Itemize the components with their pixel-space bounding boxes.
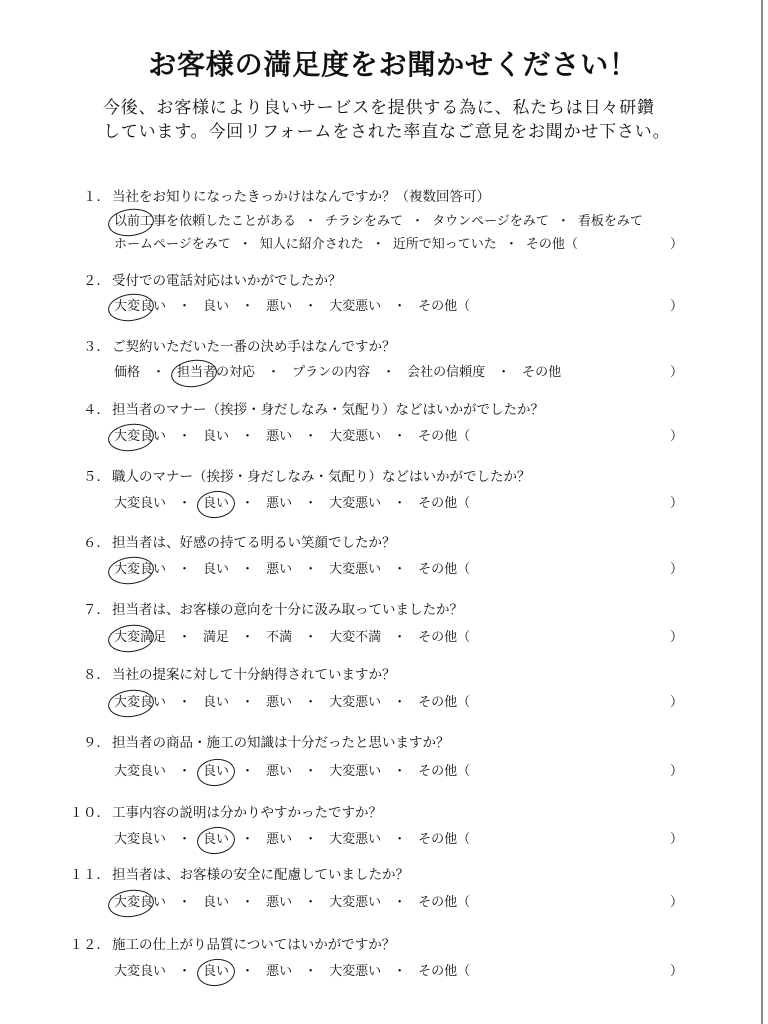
answer-options-row xyxy=(114,212,643,232)
answer-option-label: 良い xyxy=(203,299,230,314)
answer-option-label: 以前工事を依頼したことがある xyxy=(114,214,297,229)
answer-option xyxy=(203,297,229,317)
question-2 xyxy=(0,271,768,331)
question-9 xyxy=(0,733,768,793)
answer-option xyxy=(329,297,381,317)
separator: ・ xyxy=(304,895,318,910)
question-text: 当社の提案に対して十分納得されていますか？ xyxy=(112,667,396,683)
closing-parenthesis: ） xyxy=(670,562,684,577)
answer-option xyxy=(203,762,229,782)
answer-option-label: その他（ xyxy=(418,562,471,577)
answer-option xyxy=(418,762,470,782)
answer-option-label: タウンページをみて xyxy=(432,214,549,229)
answer-option xyxy=(114,830,166,850)
separator: ・ xyxy=(178,630,192,645)
question-text: 施工の仕上がり品質についてはいかがですか？ xyxy=(112,937,396,953)
separator: ・ xyxy=(178,832,192,847)
separator: ・ xyxy=(393,429,407,444)
closing-parenthesis: ） xyxy=(670,630,684,645)
answer-option-label: 良い xyxy=(203,429,230,444)
separator: ・ xyxy=(304,832,318,847)
answer-option-label: 悪い xyxy=(266,964,293,979)
answer-option xyxy=(177,363,255,383)
separator: ・ xyxy=(304,964,318,979)
answer-option-label: その他（ xyxy=(525,237,578,252)
answer-option xyxy=(266,494,292,514)
answer-option xyxy=(522,363,561,383)
question-3 xyxy=(0,337,768,397)
question-11 xyxy=(0,865,768,925)
answer-option xyxy=(114,560,166,580)
separator: ・ xyxy=(241,895,255,910)
survey-title: お客様の満足度をお聞かせください！ xyxy=(148,48,638,81)
answer-option-label: 悪い xyxy=(266,895,293,910)
answer-option xyxy=(203,893,229,913)
answer-option-label: その他（ xyxy=(418,429,471,444)
answer-option-label: 悪い xyxy=(266,764,293,779)
answer-option xyxy=(266,297,292,317)
separator: ・ xyxy=(241,299,255,314)
answer-option xyxy=(407,363,485,383)
answer-option xyxy=(266,762,292,782)
answer-option-label: 大変良い xyxy=(114,562,167,577)
answer-option xyxy=(393,235,497,255)
separator: ・ xyxy=(241,695,255,710)
answer-option-label: 悪い xyxy=(266,496,293,511)
answer-option-label: 大変良い xyxy=(114,695,167,710)
question-text: 担当者は、お客様の意向を十分に汲み取っていましたか？ xyxy=(112,602,463,618)
separator: ・ xyxy=(241,429,255,444)
answer-option xyxy=(329,494,381,514)
answer-option xyxy=(114,628,166,648)
question-text: 担当者のマナー（挨拶・身だしなみ・気配り）などはいかがでしたか？ xyxy=(112,402,544,418)
separator: ・ xyxy=(178,299,192,314)
answer-options-row xyxy=(114,494,470,514)
answer-option xyxy=(266,962,292,982)
answer-options-row xyxy=(114,427,470,447)
separator: ・ xyxy=(497,365,511,380)
question-7 xyxy=(0,600,768,660)
answer-option xyxy=(114,212,296,232)
separator: ・ xyxy=(393,496,407,511)
answer-option-label: 満足 xyxy=(203,630,230,645)
answer-option xyxy=(329,427,381,447)
answer-options-row xyxy=(114,693,470,713)
answer-option xyxy=(329,693,381,713)
answer-option xyxy=(114,893,166,913)
answer-option-label: ホームページをみて xyxy=(114,237,231,252)
separator: ・ xyxy=(178,429,192,444)
answer-option-label: チラシをみて xyxy=(325,214,404,229)
closing-parenthesis: ） xyxy=(670,964,684,979)
question-number: ４． xyxy=(83,402,110,418)
answer-option xyxy=(203,830,229,850)
answer-option xyxy=(578,212,643,232)
answer-option-label: 良い xyxy=(203,496,230,511)
question-number: ９． xyxy=(83,735,110,751)
answer-option xyxy=(329,830,381,850)
question-number: １１． xyxy=(69,867,110,883)
answer-option xyxy=(418,962,470,982)
separator: ・ xyxy=(304,695,318,710)
answer-options-row xyxy=(114,830,470,850)
answer-option xyxy=(203,560,229,580)
answer-option-label: その他（ xyxy=(418,630,471,645)
answer-option-label: その他（ xyxy=(418,895,471,910)
answer-option xyxy=(329,628,381,648)
answer-option-label: その他（ xyxy=(418,964,471,979)
closing-parenthesis: ） xyxy=(670,764,684,779)
intro-line-1: 今後、お客様により良いサービスを提供する為に、私たちは日々研鑽 xyxy=(103,98,655,118)
question-1 xyxy=(0,187,768,252)
separator: ・ xyxy=(304,562,318,577)
answer-options-row xyxy=(114,628,470,648)
separator: ・ xyxy=(178,496,192,511)
answer-option xyxy=(329,560,381,580)
answer-option-label: 良い xyxy=(203,562,230,577)
question-text: 工事内容の説明は分かりやすかったですか？ xyxy=(112,805,382,821)
intro-line-2: しています。今回リフォームをされた率直なご意見をお聞かせ下さい。 xyxy=(103,122,671,142)
answer-option-label: 大変良い xyxy=(114,299,167,314)
closing-parenthesis: ） xyxy=(670,832,684,847)
separator: ・ xyxy=(411,214,425,229)
separator: ・ xyxy=(241,964,255,979)
answer-option-label: 大変悪い xyxy=(329,299,382,314)
answer-option-label: 価格 xyxy=(114,365,141,380)
answer-option xyxy=(203,494,229,514)
answer-option-label: 良い xyxy=(203,964,230,979)
answer-option-label: 知人に紹介された xyxy=(259,237,364,252)
answer-option xyxy=(418,427,470,447)
answer-option-label: 大変良い xyxy=(114,764,167,779)
answer-option-label: 良い xyxy=(203,832,230,847)
separator: ・ xyxy=(304,299,318,314)
answer-option-label: 大変良い xyxy=(114,429,167,444)
separator: ・ xyxy=(304,630,318,645)
answer-option xyxy=(266,427,292,447)
answer-options-row xyxy=(114,560,470,580)
answer-option xyxy=(418,560,470,580)
closing-parenthesis: ） xyxy=(670,496,684,511)
answer-option-label: 大変悪い xyxy=(329,562,382,577)
answer-option xyxy=(418,628,470,648)
question-number: ６． xyxy=(83,535,110,551)
question-8 xyxy=(0,665,768,725)
separator: ・ xyxy=(304,214,318,229)
question-text: 受付での電話対応はいかがでしたか？ xyxy=(112,273,342,289)
separator: ・ xyxy=(393,964,407,979)
answer-option xyxy=(418,494,470,514)
separator: ・ xyxy=(241,630,255,645)
answer-option-label: 大変悪い xyxy=(329,895,382,910)
answer-option-label: 大変良い xyxy=(114,895,167,910)
answer-option-label: 大変不満 xyxy=(329,630,382,645)
answer-option-label: 担当者の対応 xyxy=(177,365,256,380)
separator: ・ xyxy=(238,237,252,252)
answer-option xyxy=(526,235,578,255)
answer-option xyxy=(203,427,229,447)
separator: ・ xyxy=(393,695,407,710)
answer-option xyxy=(203,628,229,648)
answer-option xyxy=(325,212,403,232)
answer-option-label: その他（ xyxy=(418,496,471,511)
answer-option-label: その他 xyxy=(522,365,562,380)
answer-option xyxy=(266,693,292,713)
answer-option xyxy=(114,762,166,782)
answer-option xyxy=(114,427,166,447)
answer-option xyxy=(266,830,292,850)
question-text: 担当者の商品・施工の知識は十分だったと思いますか？ xyxy=(112,735,450,751)
closing-parenthesis: ） xyxy=(670,695,684,710)
answer-option-label: 悪い xyxy=(266,832,293,847)
question-text: ご契約いただいた一番の決め手はなんですか？ xyxy=(112,339,396,355)
answer-option xyxy=(114,235,231,255)
answer-option-label: 大変悪い xyxy=(329,429,382,444)
closing-parenthesis: ） xyxy=(670,237,684,252)
answer-option-label: 会社の信頼度 xyxy=(407,365,486,380)
answer-option xyxy=(266,893,292,913)
answer-option-label: 悪い xyxy=(266,299,293,314)
separator: ・ xyxy=(393,630,407,645)
answer-option xyxy=(203,693,229,713)
question-12 xyxy=(0,935,768,995)
question-number: ８． xyxy=(83,667,110,683)
separator: ・ xyxy=(241,562,255,577)
answer-option-label: その他（ xyxy=(418,299,471,314)
question-10 xyxy=(0,803,768,863)
answer-option-label: 近所で知っていた xyxy=(392,237,497,252)
answer-options-row xyxy=(114,962,470,982)
answer-option-label: 大変良い xyxy=(114,496,167,511)
question-number: １０． xyxy=(69,805,110,821)
answer-option-label: 悪い xyxy=(266,695,293,710)
answer-option xyxy=(418,893,470,913)
separator: ・ xyxy=(393,562,407,577)
answer-option-label: 大変満足 xyxy=(114,630,167,645)
separator: ・ xyxy=(393,299,407,314)
question-6 xyxy=(0,533,768,593)
answer-options-row xyxy=(114,762,470,782)
question-number: ３． xyxy=(83,339,110,355)
separator: ・ xyxy=(382,365,396,380)
answer-option-label: 不満 xyxy=(266,630,293,645)
question-number: ７． xyxy=(83,602,110,618)
question-number: ５． xyxy=(83,469,110,485)
closing-parenthesis: ） xyxy=(670,429,684,444)
answer-options-row xyxy=(114,235,578,255)
answer-option-label: 良い xyxy=(203,895,230,910)
answer-option-label: 大変悪い xyxy=(329,964,382,979)
answer-option-label: 大変悪い xyxy=(329,764,382,779)
answer-options-row xyxy=(114,297,470,317)
separator: ・ xyxy=(556,214,570,229)
question-4 xyxy=(0,400,768,460)
separator: ・ xyxy=(371,237,385,252)
separator: ・ xyxy=(304,496,318,511)
answer-option-label: 看板をみて xyxy=(577,214,643,229)
answer-option xyxy=(329,893,381,913)
answer-option-label: プランの内容 xyxy=(292,365,371,380)
question-number: ２． xyxy=(83,273,110,289)
answer-option xyxy=(432,212,549,232)
answer-option xyxy=(260,235,364,255)
question-text: 職人のマナー（挨拶・身だしなみ・気配り）などはいかがでしたか？ xyxy=(112,469,531,485)
question-number: １２． xyxy=(69,937,110,953)
separator: ・ xyxy=(393,764,407,779)
closing-parenthesis: ） xyxy=(670,299,684,314)
separator: ・ xyxy=(267,365,281,380)
separator: ・ xyxy=(241,764,255,779)
separator: ・ xyxy=(178,695,192,710)
separator: ・ xyxy=(393,832,407,847)
answer-option xyxy=(292,363,370,383)
question-text: 当社をお知りになったきっかけはなんですか？（複数回答可） xyxy=(112,189,490,205)
separator: ・ xyxy=(304,764,318,779)
separator: ・ xyxy=(178,562,192,577)
closing-parenthesis: ） xyxy=(670,895,684,910)
separator: ・ xyxy=(178,895,192,910)
answer-option-label: 良い xyxy=(203,764,230,779)
answer-option xyxy=(203,962,229,982)
answer-option xyxy=(114,693,166,713)
answer-options-row xyxy=(114,893,470,913)
question-text: 担当者は、好感の持てる明るい笑顔でしたか？ xyxy=(112,535,396,551)
separator: ・ xyxy=(178,764,192,779)
answer-option xyxy=(114,297,166,317)
answer-option xyxy=(114,962,166,982)
answer-option-label: その他（ xyxy=(418,832,471,847)
answer-options-row xyxy=(114,363,561,383)
answer-option xyxy=(114,494,166,514)
separator: ・ xyxy=(178,964,192,979)
separator: ・ xyxy=(504,237,518,252)
separator: ・ xyxy=(241,832,255,847)
answer-option xyxy=(329,962,381,982)
question-number: １． xyxy=(83,189,110,205)
separator: ・ xyxy=(393,895,407,910)
answer-option xyxy=(114,363,140,383)
answer-option-label: 悪い xyxy=(266,562,293,577)
separator: ・ xyxy=(304,429,318,444)
answer-option xyxy=(418,830,470,850)
answer-option xyxy=(329,762,381,782)
answer-option-label: その他（ xyxy=(418,695,471,710)
answer-option-label: 大変悪い xyxy=(329,832,382,847)
answer-option xyxy=(266,560,292,580)
answer-option-label: 良い xyxy=(203,695,230,710)
answer-option xyxy=(418,297,470,317)
answer-option-label: 大変良い xyxy=(114,832,167,847)
separator: ・ xyxy=(152,365,166,380)
answer-option xyxy=(266,628,292,648)
answer-option xyxy=(418,693,470,713)
question-text: 担当者は、お客様の安全に配慮していましたか？ xyxy=(112,867,409,883)
answer-option-label: 大変悪い xyxy=(329,496,382,511)
answer-option-label: 大変良い xyxy=(114,964,167,979)
separator: ・ xyxy=(241,496,255,511)
question-5 xyxy=(0,467,768,527)
answer-option-label: 悪い xyxy=(266,429,293,444)
closing-parenthesis: ） xyxy=(670,365,684,380)
answer-option-label: 大変悪い xyxy=(329,695,382,710)
answer-option-label: その他（ xyxy=(418,764,471,779)
